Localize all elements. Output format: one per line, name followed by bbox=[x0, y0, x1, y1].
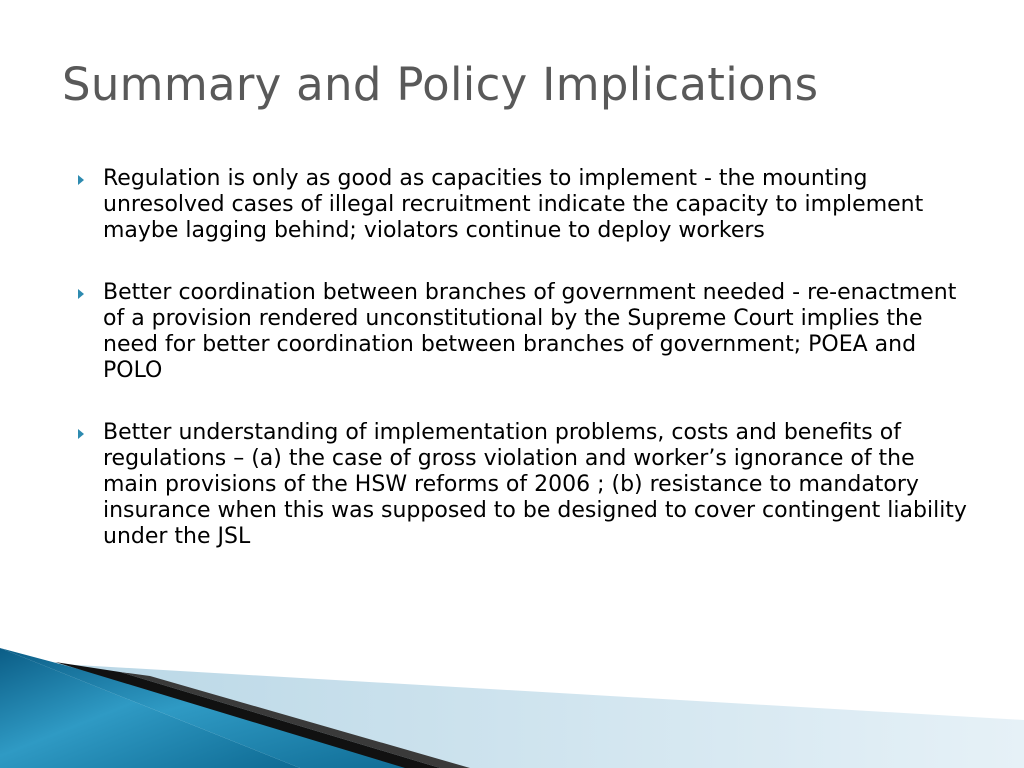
list-item bbox=[78, 166, 968, 244]
bullet-list bbox=[78, 166, 968, 586]
bullet-text: Better understanding of implementation problems, costs and benefits of regulations – (a) the case of gross violation and worker’s ignorance of the main provisions of the HSW reforms of 2006 ; (b) resistance to mandatory insurance when this was supposed to be designed to cover contingent liability under the JSL bbox=[103, 420, 967, 549]
decor-blue-band bbox=[0, 648, 300, 768]
triangle-bullet-icon bbox=[78, 289, 84, 299]
decor-blue-wide bbox=[0, 648, 440, 768]
decor-light-band bbox=[60, 664, 1024, 768]
list-item bbox=[78, 420, 968, 550]
triangle-bullet-icon bbox=[78, 429, 84, 439]
slide-title: Summary and Policy Implications bbox=[62, 58, 819, 111]
triangle-bullet-icon bbox=[78, 175, 84, 185]
decor-thin-stripe bbox=[120, 672, 470, 768]
bullet-text: Regulation is only as good as capacities to implement - the mounting unresolved cases of illegal recruitment indicate the capacity to implement maybe lagging behind; violators continue to deploy workers bbox=[103, 166, 924, 243]
list-item bbox=[78, 280, 968, 384]
bullet-text: Better coordination between branches of government needed - re-enactment of a provision rendered unconstitutional by the Supreme Court implies the need for better coordination between branches of government; POEA and POLO bbox=[103, 280, 957, 383]
decor-dark-stripe bbox=[55, 662, 440, 768]
